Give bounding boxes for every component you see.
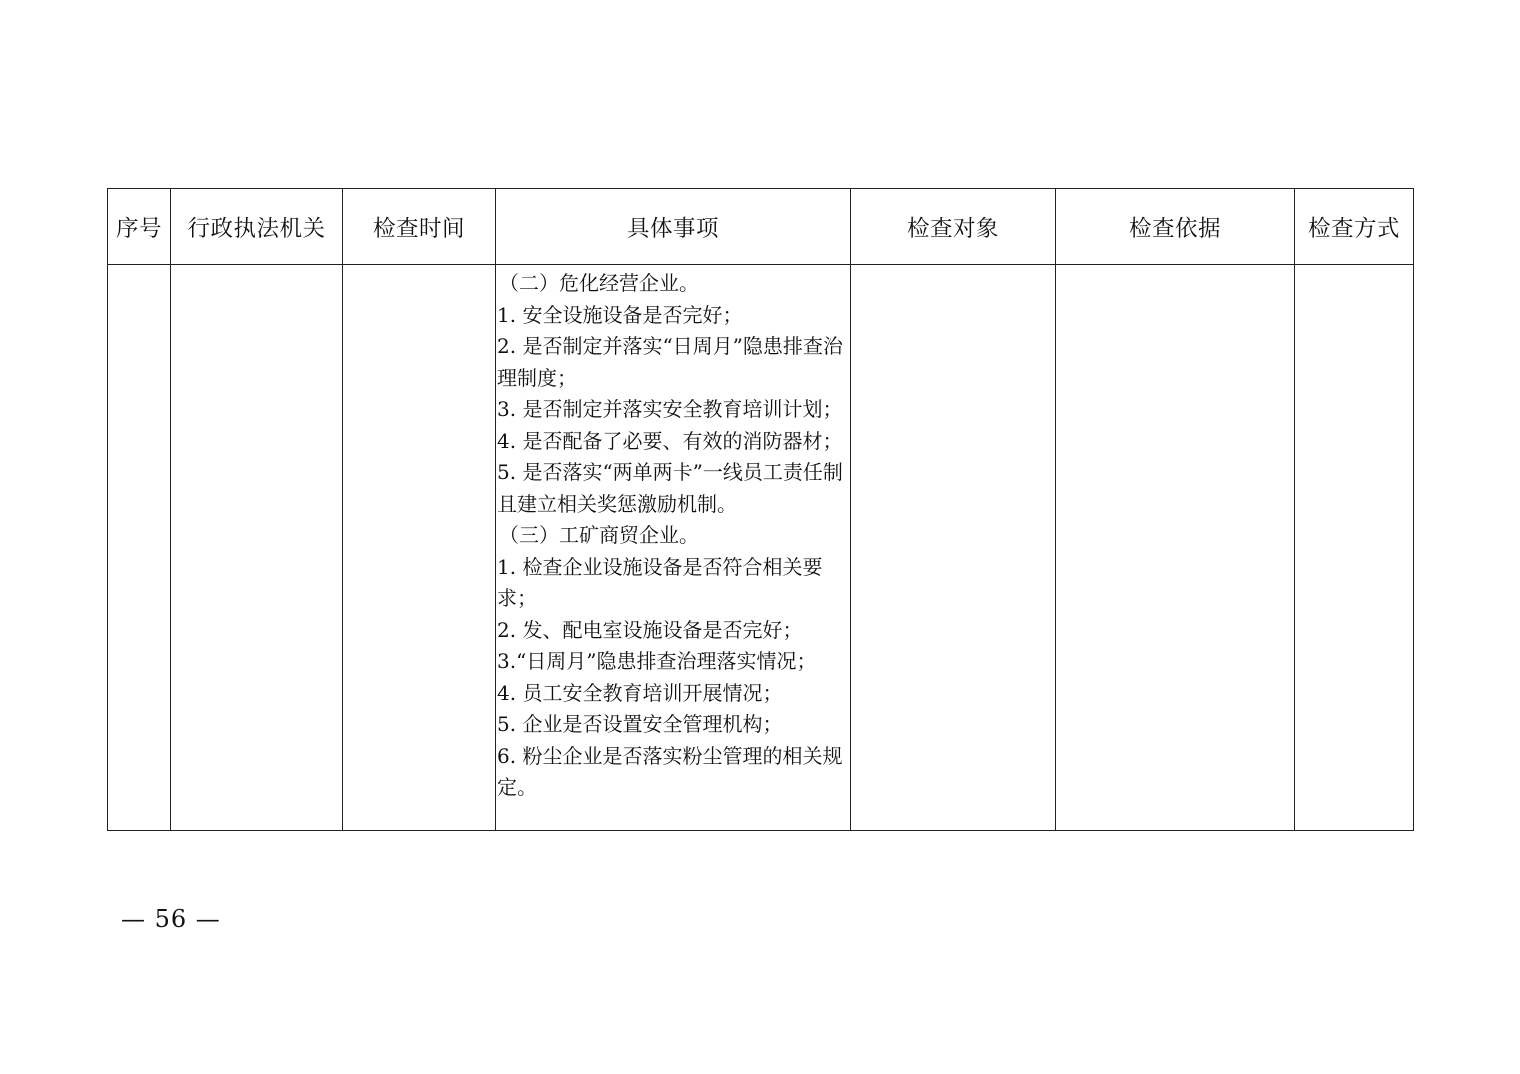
cell-basis xyxy=(1056,265,1295,831)
list-item: 3. 是否制定并落实安全教育培训计划； xyxy=(497,397,843,421)
header-items: 具体事项 xyxy=(496,189,851,265)
table-row xyxy=(108,265,1414,831)
list-item: 3.“日周月”隐患排查治理落实情况； xyxy=(497,649,817,673)
header-basis: 检查依据 xyxy=(1056,189,1295,265)
table-header-row xyxy=(108,189,1414,265)
page-number: — 56 — xyxy=(121,905,221,933)
inspection-table xyxy=(107,188,1414,831)
cell-time xyxy=(343,265,496,831)
list-item: 4. 员工安全教育培训开展情况； xyxy=(497,680,783,705)
inspection-items-list xyxy=(496,265,850,804)
header-time: 检查时间 xyxy=(343,189,496,265)
list-item: 1. 检查企业设施设备是否符合相关要求； xyxy=(497,554,823,610)
cell-method xyxy=(1295,265,1414,831)
header-target: 检查对象 xyxy=(851,189,1056,265)
cell-items xyxy=(496,265,851,831)
list-item: 4. 是否配备了必要、有效的消防器材； xyxy=(497,428,843,453)
list-item: （三）工矿商贸企业。 xyxy=(499,523,699,547)
list-item: 5. 是否落实“两单两卡”一线员工责任制且建立相关奖惩激励机制。 xyxy=(497,460,843,516)
list-item: （二）危化经营企业。 xyxy=(499,271,699,295)
header-seq: 序号 xyxy=(108,189,171,265)
cell-agency xyxy=(171,265,343,831)
list-item: 2. 发、配电室设施设备是否完好； xyxy=(497,617,803,642)
header-agency: 行政执法机关 xyxy=(171,189,343,265)
list-item: 2. 是否制定并落实“日周月”隐患排查治理制度； xyxy=(497,334,843,390)
list-item: 5. 企业是否设置安全管理机构； xyxy=(497,712,783,736)
cell-target xyxy=(851,265,1056,831)
cell-seq xyxy=(108,265,171,831)
list-item: 6. 粉尘企业是否落实粉尘管理的相关规定。 xyxy=(497,743,843,799)
list-item: 1. 安全设施设备是否完好； xyxy=(497,302,743,327)
header-method: 检查方式 xyxy=(1295,189,1414,265)
